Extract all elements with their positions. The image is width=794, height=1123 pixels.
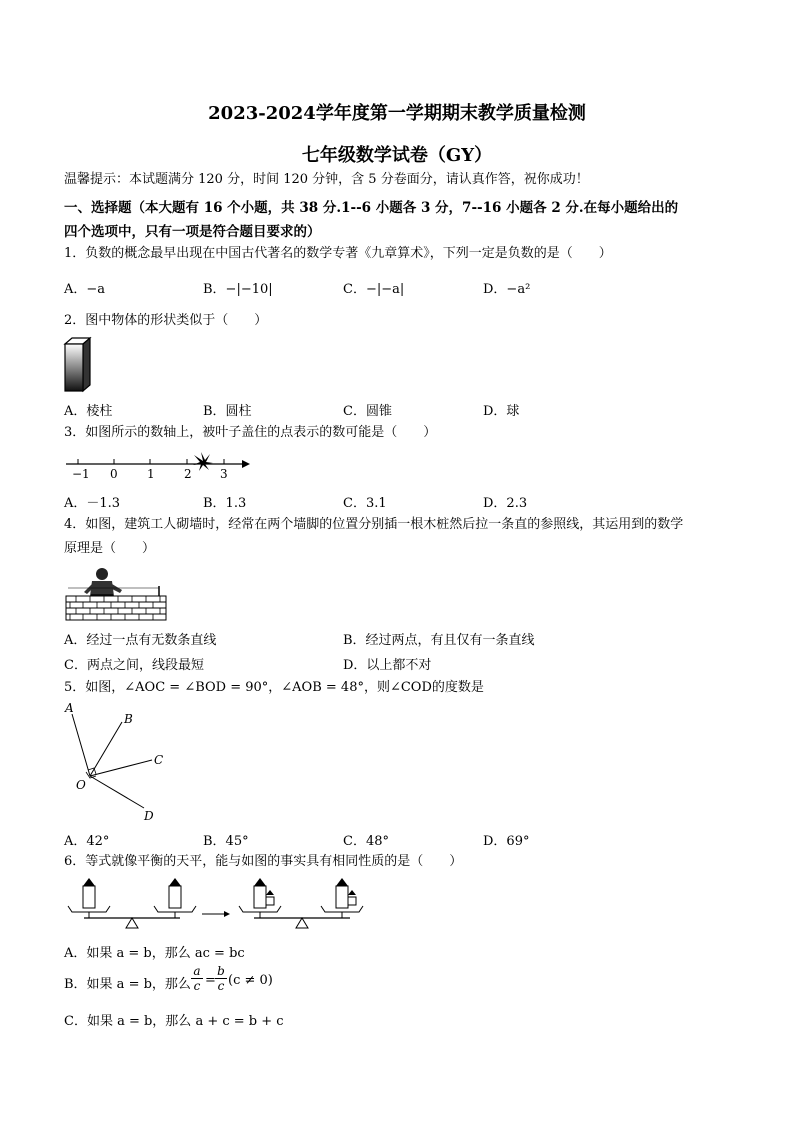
q5-option-d: D．69°	[483, 834, 530, 849]
point-label-o: O	[76, 778, 86, 792]
q5-option-b: B．45°	[203, 834, 249, 849]
frac1-denominator: c	[191, 978, 203, 993]
q6-option-b-condition: (c ≠ 0)	[228, 973, 273, 988]
q5-option-c: C．48°	[343, 834, 389, 849]
q2-stem: 2．图中物体的形状类似于（ ）	[64, 313, 268, 328]
q4-option-c: C．两点之间，线段最短	[64, 658, 204, 673]
point-label-c: C	[154, 753, 164, 767]
tick-label-1: 1	[147, 467, 155, 481]
q6-stem: 6．等式就像平衡的天平，能与如图的事实具有相同性质的是（ ）	[64, 854, 463, 869]
exam-title: 2023-2024学年度第一学期期末教学质量检测	[208, 103, 586, 124]
prism-figure	[62, 336, 94, 394]
q6-option-b-prefix: B．如果 a = b，那么	[64, 977, 191, 992]
tip-text: 温馨提示：本试题满分 120 分，时间 120 分钟，含 5 分卷面分，请认真作答，祝你成功！	[64, 172, 589, 187]
leaf-icon	[193, 452, 213, 471]
q3-option-b: B．1.3	[203, 496, 247, 511]
q6-option-a: A．如果 a = b，那么 ac = bc	[64, 946, 245, 961]
angle-figure	[60, 698, 180, 826]
q2-option-c: C．圆锥	[343, 404, 392, 419]
q6-option-b-frac1	[191, 964, 203, 993]
tick-label-2: 2	[184, 467, 192, 481]
bricklayer-figure	[64, 564, 170, 624]
exam-subtitle: 七年级数学试卷（GY）	[301, 145, 493, 166]
q3-stem: 3．如图所示的数轴上，被叶子盖住的点表示的数可能是（ ）	[64, 425, 437, 440]
q5-stem: 5．如图，∠AOC = ∠BOD = 90°，∠AOB = 48°，则∠COD的度数是	[64, 680, 484, 695]
tick-label-neg1: −1	[72, 467, 90, 481]
q3-option-a: A．－1.3	[64, 496, 121, 511]
q2-option-d: D．球	[483, 404, 520, 419]
frac2-numerator: b	[217, 964, 225, 978]
number-line-figure	[62, 450, 252, 482]
q3-option-c: C．3.1	[343, 496, 387, 511]
tick-label-0: 0	[110, 467, 118, 481]
section-heading-line2: 四个选项中，只有一项是符合题目要求的）	[64, 224, 321, 240]
balance-right	[239, 878, 363, 928]
q6-option-b-frac2	[215, 964, 227, 993]
q1-option-b: B．−|−10|	[203, 282, 273, 297]
balance-scales-figure	[64, 874, 370, 934]
q1-option-a: A．−a	[64, 282, 106, 297]
frac1-numerator: a	[193, 964, 201, 978]
point-label-d: D	[144, 809, 154, 823]
q5-option-a: A．42°	[64, 834, 110, 849]
tick-label-3: 3	[220, 467, 228, 481]
frac2-denominator: c	[215, 978, 227, 993]
q4-option-b: B．经过两点，有且仅有一条直线	[343, 633, 535, 648]
q2-option-b: B．圆柱	[203, 404, 252, 419]
q1-option-d: D．−a²	[483, 282, 531, 297]
q4-stem-line1: 4．如图，建筑工人砌墙时，经常在两个墙脚的位置分别插一根木桩然后拉一条直的参照线，其运用到的数学	[64, 517, 684, 532]
q1-option-c: C．−|−a|	[343, 282, 405, 297]
point-label-a: A	[65, 701, 74, 715]
q6-option-c: C．如果 a = b，那么 a + c = b + c	[64, 1014, 284, 1029]
q4-option-d: D．以上都不对	[343, 658, 432, 673]
q6-option-b-eq: =	[205, 973, 216, 988]
section-heading-line1: 一、选择题（本大题有 16 个小题，共 38 分.1--6 小题各 3 分，7--16 小题各 2 分.在每小题给出的	[64, 200, 679, 216]
point-label-b: B	[124, 712, 133, 726]
balance-left	[68, 878, 196, 928]
q4-option-a: A．经过一点有无数条直线	[64, 633, 217, 648]
q2-option-a: A．棱柱	[64, 404, 113, 419]
q4-stem-line2: 原理是（ ）	[64, 541, 156, 556]
q3-option-d: D．2.3	[483, 496, 528, 511]
q1-stem: 1．负数的概念最早出现在中国古代著名的数学专著《九章算术》，下列一定是负数的是（ ）	[64, 246, 612, 261]
